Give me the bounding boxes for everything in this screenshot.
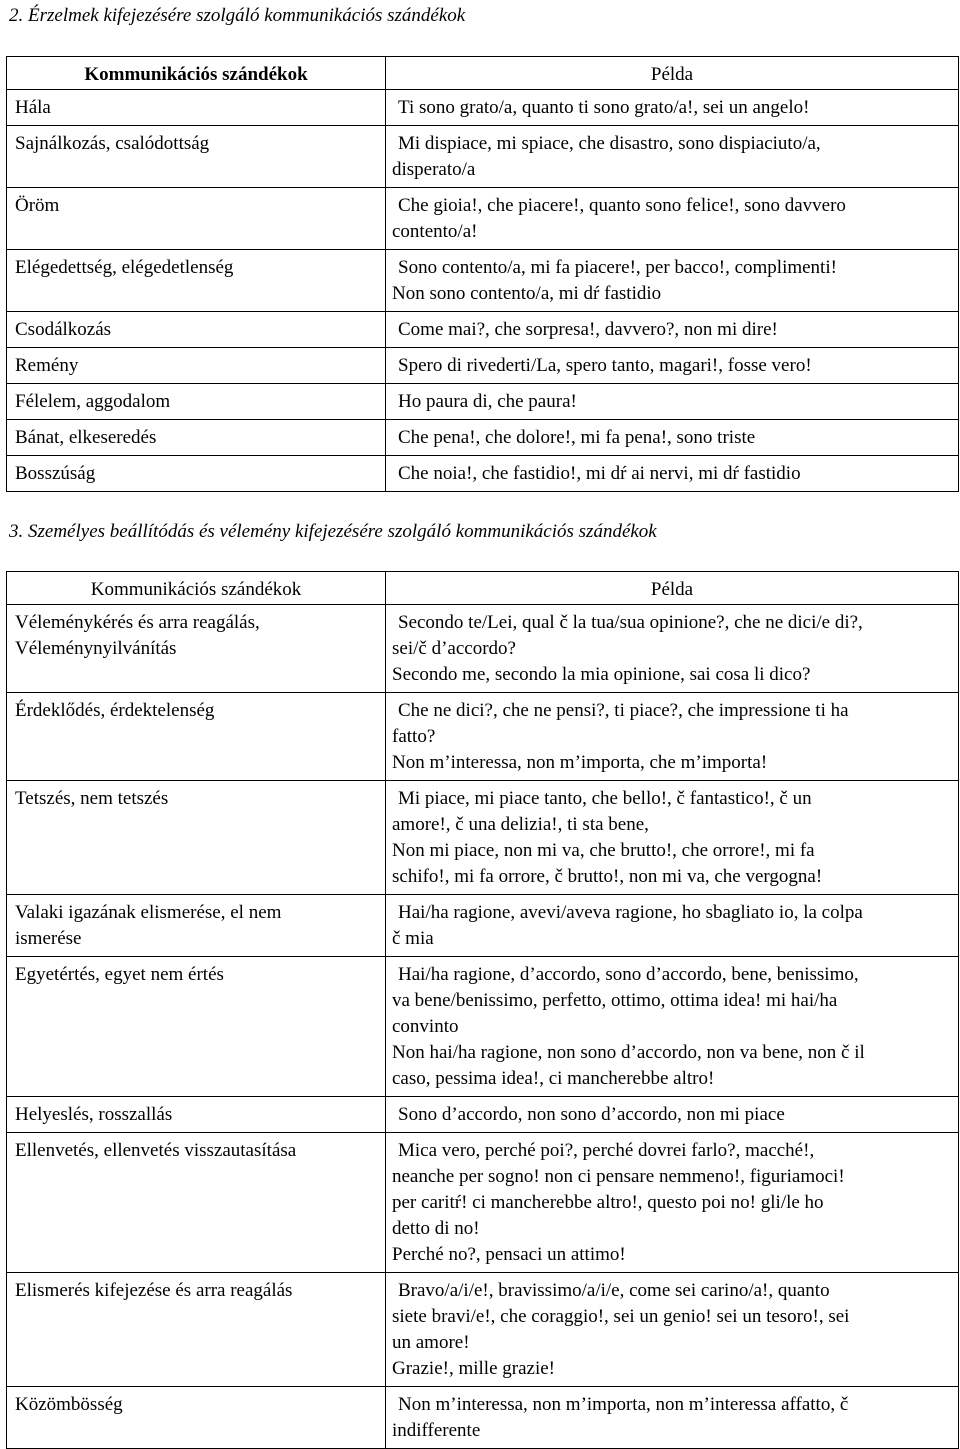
intent-cell	[7, 957, 386, 1097]
example-text: Che noia!, che fastidio!, mi dŕ ai nervi, mi dŕ fastidio	[398, 463, 801, 484]
intent-text: ismerése	[15, 928, 82, 949]
table-row	[7, 312, 959, 348]
intent-text: Véleménykérés és arra reagálás,	[15, 612, 260, 633]
intent-text: Helyeslés, rosszallás	[15, 1104, 173, 1125]
example-cell	[386, 1387, 959, 1449]
section-3-heading: 3. Személyes beállítódás és vélemény kifejezésére szolgáló kommunikációs szándékok	[9, 521, 657, 542]
intent-text: Véleménynyilvánítás	[15, 638, 177, 659]
intent-text: Öröm	[15, 195, 60, 216]
example-cell	[386, 420, 959, 456]
example-text: Ho paura di, che paura!	[398, 391, 577, 412]
intent-text: Bosszúság	[15, 463, 96, 484]
example-cell	[386, 1133, 959, 1273]
example-text: caso, pessima idea!, ci mancherebbe altro!	[392, 1068, 715, 1089]
example-text: convinto	[392, 1016, 459, 1037]
example-text: sei/č d’accordo?	[392, 638, 516, 659]
example-cell	[386, 1097, 959, 1133]
header-intents: Kommunikációs szándékok	[7, 572, 386, 605]
example-text: Secondo me, secondo la mia opinione, sai cosa li dico?	[392, 664, 811, 685]
example-text: Spero di rivederti/La, spero tanto, magari!, fosse vero!	[398, 355, 812, 376]
table-row	[7, 605, 959, 693]
table-header-row	[7, 572, 959, 605]
intent-cell	[7, 384, 386, 420]
example-text: č mia	[392, 928, 434, 949]
example-cell	[386, 188, 959, 250]
intent-text: Ellenvetés, ellenvetés visszautasítása	[15, 1140, 297, 1161]
table-row	[7, 1387, 959, 1449]
example-text: Secondo te/Lei, qual č la tua/sua opinione?, che ne dici/e di?,	[398, 612, 863, 633]
intent-text: Félelem, aggodalom	[15, 391, 171, 412]
section-2-heading: 2. Érzelmek kifejezésére szolgáló kommunikációs szándékok	[9, 5, 466, 26]
example-text: Bravo/a/i/e!, bravissimo/a/i/e, come sei carino/a!, quanto	[398, 1280, 830, 1301]
example-cell	[386, 126, 959, 188]
example-text: neanche per sogno! non ci pensare nemmeno!, figuriamoci!	[392, 1166, 845, 1187]
table-row	[7, 895, 959, 957]
intent-text: Egyetértés, egyet nem értés	[15, 964, 224, 985]
intent-cell	[7, 126, 386, 188]
intent-text: Elégedettség, elégedetlenség	[15, 257, 234, 278]
table-row	[7, 250, 959, 312]
example-cell	[386, 605, 959, 693]
example-cell	[386, 693, 959, 781]
example-text: Grazie!, mille grazie!	[392, 1358, 555, 1379]
example-text: Non mi piace, non mi va, che brutto!, che orrore!, mi fa	[392, 840, 815, 861]
table-row	[7, 90, 959, 126]
table-row	[7, 188, 959, 250]
example-text: Non m’interessa, non m’importa, che m’importa!	[392, 752, 768, 773]
intent-text: Elismerés kifejezése és arra reagálás	[15, 1280, 293, 1301]
example-text: contento/a!	[392, 221, 478, 242]
table-row	[7, 420, 959, 456]
example-cell	[386, 90, 959, 126]
intent-cell	[7, 1273, 386, 1387]
example-text: disperato/a	[392, 159, 476, 180]
table-row	[7, 456, 959, 492]
example-text: un amore!	[392, 1332, 470, 1353]
intent-text: Csodálkozás	[15, 319, 112, 340]
table-header-row	[7, 57, 959, 90]
example-text: Mi piace, mi piace tanto, che bello!, č fantastico!, č un	[398, 788, 812, 809]
example-cell	[386, 1273, 959, 1387]
intent-cell	[7, 90, 386, 126]
example-text: Che gioia!, che piacere!, quanto sono felice!, sono davvero	[398, 195, 846, 216]
intent-cell	[7, 605, 386, 693]
example-text: per caritŕ! ci mancherebbe altro!, questo poi no! gli/le ho	[392, 1192, 824, 1213]
example-text: indifferente	[392, 1420, 481, 1441]
example-text: detto di no!	[392, 1218, 480, 1239]
example-cell	[386, 348, 959, 384]
example-text: Ti sono grato/a, quanto ti sono grato/a!, sei un angelo!	[398, 97, 810, 118]
intent-text: Sajnálkozás, csalódottság	[15, 133, 210, 154]
example-cell	[386, 250, 959, 312]
example-cell	[386, 895, 959, 957]
example-cell	[386, 781, 959, 895]
example-cell	[386, 456, 959, 492]
table-row	[7, 348, 959, 384]
example-text: Non hai/ha ragione, non sono d’accordo, non va bene, non č il	[392, 1042, 865, 1063]
example-cell	[386, 957, 959, 1097]
example-text: Che ne dici?, che ne pensi?, ti piace?, che impressione ti ha	[398, 700, 849, 721]
table-row	[7, 781, 959, 895]
intent-cell	[7, 693, 386, 781]
intent-cell	[7, 1387, 386, 1449]
header-intents: Kommunikációs szándékok	[7, 57, 386, 90]
example-text: Come mai?, che sorpresa!, davvero?, non mi dire!	[398, 319, 778, 340]
intent-cell	[7, 1133, 386, 1273]
table-row	[7, 126, 959, 188]
intent-cell	[7, 781, 386, 895]
emotions-table	[6, 56, 959, 492]
intent-cell	[7, 895, 386, 957]
intent-cell	[7, 312, 386, 348]
example-text: Hai/ha ragione, avevi/aveva ragione, ho sbagliato io, la colpa	[398, 902, 863, 923]
table-row	[7, 693, 959, 781]
example-text: Sono contento/a, mi fa piacere!, per bacco!, complimenti!	[398, 257, 837, 278]
table-row	[7, 1133, 959, 1273]
header-example: Példa	[386, 572, 959, 605]
example-text: Hai/ha ragione, d’accordo, sono d’accordo, bene, benissimo,	[398, 964, 859, 985]
table-row	[7, 957, 959, 1097]
example-text: Perché no?, pensaci un attimo!	[392, 1244, 626, 1265]
intent-cell	[7, 456, 386, 492]
example-text: Mi dispiace, mi spiace, che disastro, sono dispiaciuto/a,	[398, 133, 821, 154]
example-text: Non sono contento/a, mi dŕ fastidio	[392, 283, 662, 304]
example-cell	[386, 312, 959, 348]
example-text: Che pena!, che dolore!, mi fa pena!, sono triste	[398, 427, 756, 448]
example-text: va bene/benissimo, perfetto, ottimo, ottima idea! mi hai/ha	[392, 990, 838, 1011]
table-row	[7, 384, 959, 420]
example-text: schifo!, mi fa orrore, č brutto!, non mi va, che vergogna!	[392, 866, 823, 887]
intent-text: Hála	[15, 97, 51, 118]
example-text: siete bravi/e!, che coraggio!, sei un genio! sei un tesoro!, sei	[392, 1306, 850, 1327]
table-row	[7, 1097, 959, 1133]
intent-text: Érdeklődés, érdektelenség	[15, 700, 215, 721]
intent-text: Valaki igazának elismerése, el nem	[15, 902, 282, 923]
intent-cell	[7, 1097, 386, 1133]
example-cell	[386, 384, 959, 420]
example-text: fatto?	[392, 726, 436, 747]
intent-cell	[7, 348, 386, 384]
header-example: Példa	[386, 57, 959, 90]
table-row	[7, 1273, 959, 1387]
example-text: amore!, č una delizia!, ti sta bene,	[392, 814, 649, 835]
intent-text: Tetszés, nem tetszés	[15, 788, 169, 809]
intent-cell	[7, 250, 386, 312]
opinions-table	[6, 571, 959, 1449]
example-text: Sono d’accordo, non sono d’accordo, non mi piace	[398, 1104, 785, 1125]
example-text: Mica vero, perché poi?, perché dovrei farlo?, macché!,	[398, 1140, 815, 1161]
intent-text: Remény	[15, 355, 79, 376]
intent-cell	[7, 188, 386, 250]
intent-text: Közömbösség	[15, 1394, 123, 1415]
intent-cell	[7, 420, 386, 456]
example-text: Non m’interessa, non m’importa, non m’interessa affatto, č	[398, 1394, 849, 1415]
intent-text: Bánat, elkeseredés	[15, 427, 157, 448]
